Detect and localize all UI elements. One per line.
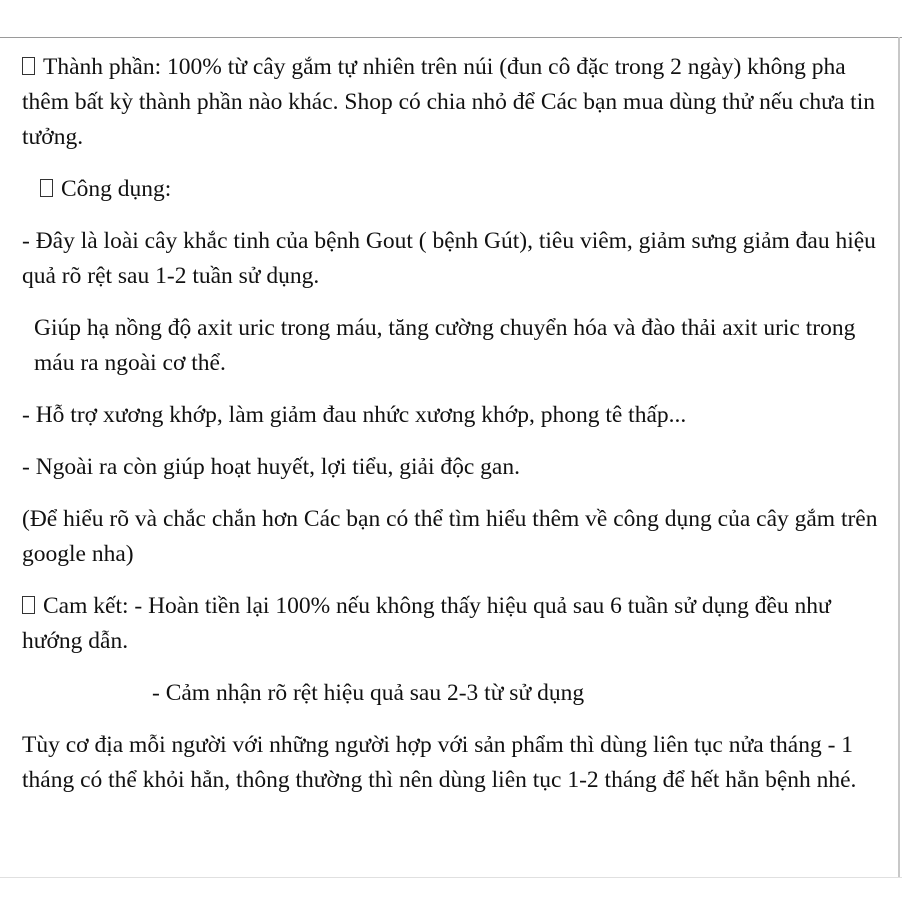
document-body — [22, 50, 897, 815]
page-right-border — [898, 37, 900, 877]
commitment-paragraph — [22, 589, 897, 659]
page-bottom-border — [0, 877, 902, 878]
use-item-1: - Đây là loài cây khắc tinh của bệnh Gout ( bệnh Gút), tiêu viêm, giảm sưng giảm đau hiệu quả rõ rệt sau 1-2 tuần sử dụng. — [22, 228, 876, 289]
uses-heading — [22, 172, 897, 207]
checkbox-glyph-icon — [22, 57, 35, 75]
checkbox-glyph-icon — [40, 179, 53, 197]
use-item-3: - Hỗ trợ xương khớp, làm giảm đau nhức xương khớp, phong tê thấp... — [22, 402, 687, 428]
commitment-text: Cam kết: - Hoàn tiền lại 100% nếu không thấy hiệu quả sau 6 tuần sử dụng đều như hướng dẫn. — [22, 593, 831, 654]
page-top-border — [0, 37, 902, 38]
checkbox-glyph-icon — [22, 596, 35, 614]
ingredients-text: Thành phần: 100% từ cây gắm tự nhiên trên núi (đun cô đặc trong 2 ngày) không pha thêm bất kỳ thành phần nào khác. Shop có chia nhỏ để Các bạn mua dùng thử nếu chưa tin tưởng. — [22, 54, 875, 150]
uses-heading-text: Công dụng: — [61, 176, 172, 202]
usage-note-paragraph: Tùy cơ địa mỗi người với những người hợp với sản phẩm thì dùng liên tục nửa tháng - 1 tháng có thể khỏi hẳn, thông thường thì nên dùng liên tục 1-2 tháng để hết hẳn bệnh nhé. — [22, 732, 857, 793]
ingredients-paragraph — [22, 50, 897, 155]
commitment-item-2: - Cảm nhận rõ rệt hiệu quả sau 2-3 từ sử dụng — [152, 680, 585, 706]
use-item-4: - Ngoài ra còn giúp hoạt huyết, lợi tiểu, giải độc gan. — [22, 454, 520, 480]
use-item-2: Giúp hạ nồng độ axit uric trong máu, tăng cường chuyển hóa và đào thải axit uric trong máu ra ngoài cơ thể. — [34, 315, 856, 376]
more-info-paragraph: (Để hiểu rõ và chắc chắn hơn Các bạn có thể tìm hiểu thêm về công dụng của cây gắm trên google nha) — [22, 506, 878, 567]
